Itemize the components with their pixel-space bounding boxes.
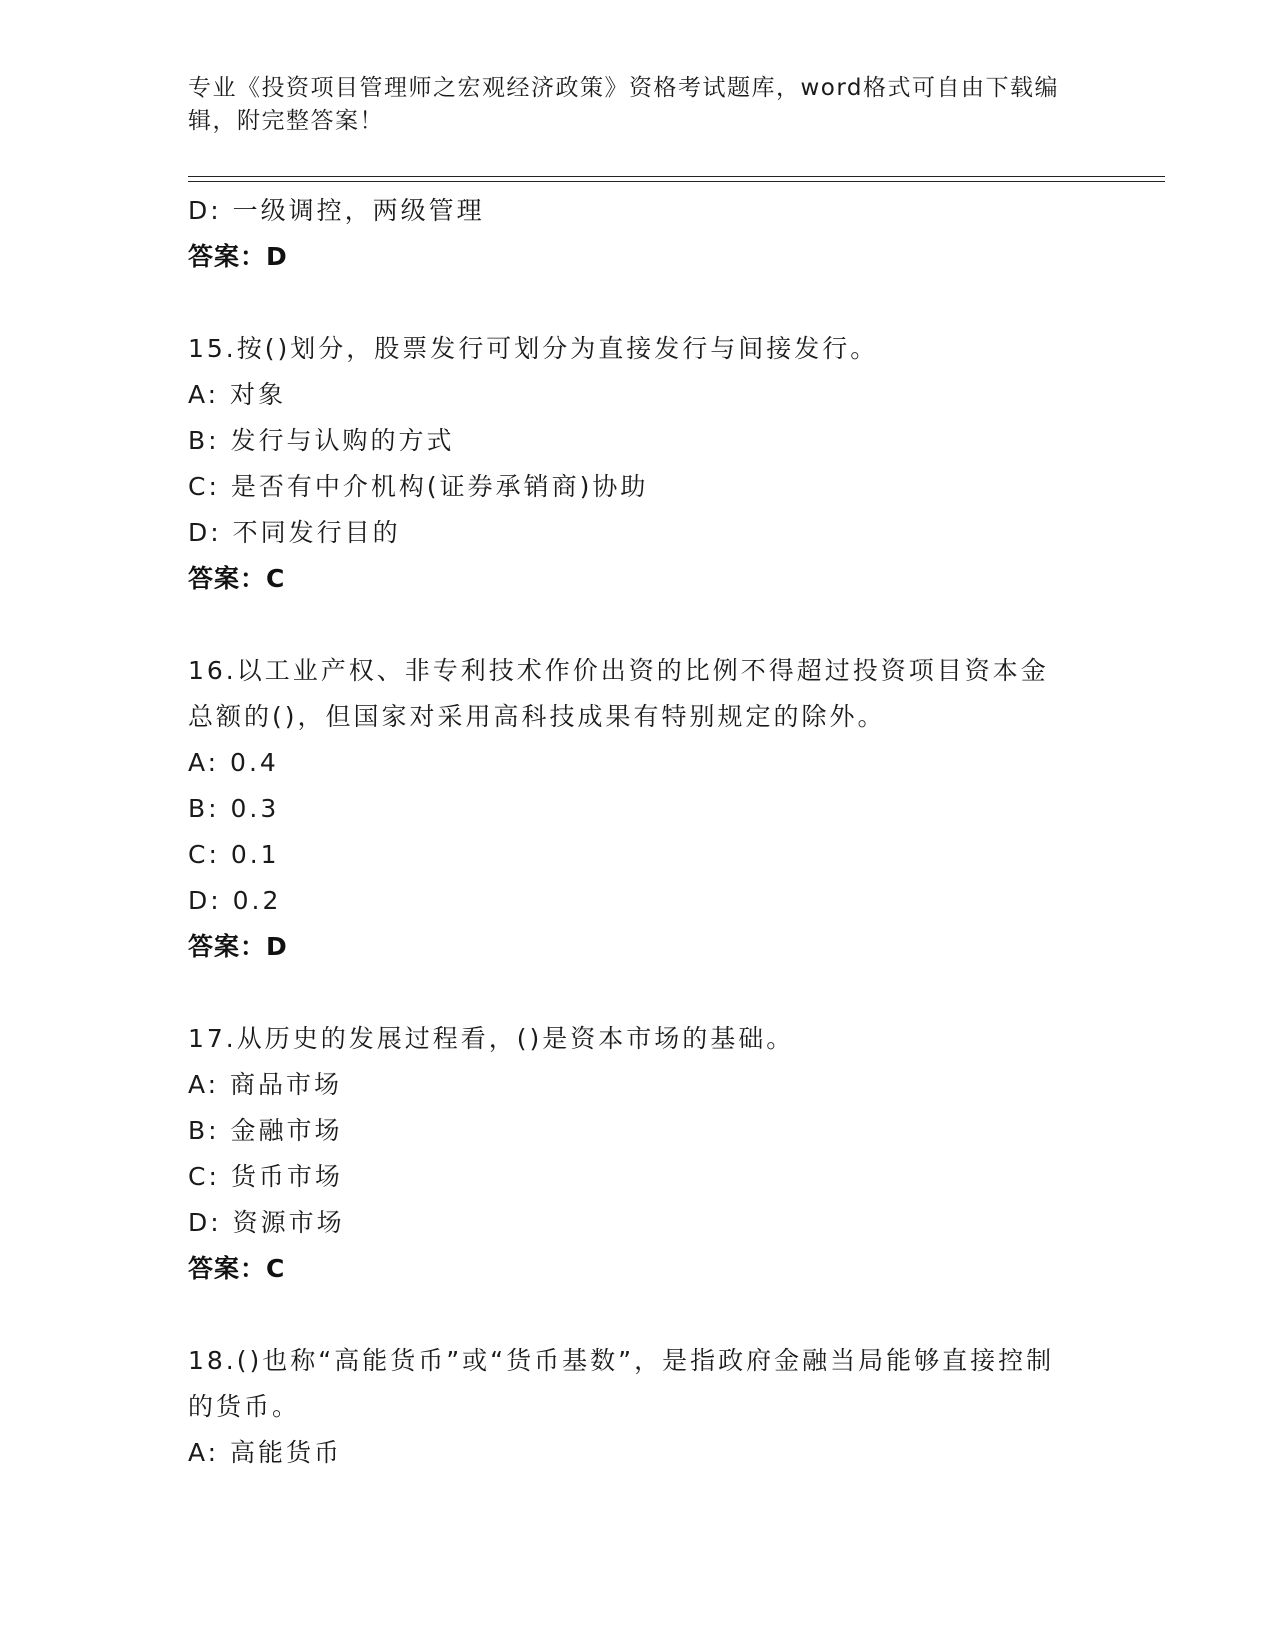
- answer-line: 答案：D: [188, 932, 288, 961]
- option-a: A: 0.4: [188, 748, 279, 777]
- answer-line: 答案：C: [188, 564, 286, 593]
- option-a: A: 商品市场: [188, 1070, 343, 1099]
- question-block: [188, 1016, 1088, 1292]
- option-c: C: 是否有中介机构(证券承销商)协助: [188, 472, 649, 501]
- question-stem: 16.以工业产权、非专利技术作价出资的比例不得超过投资项目资本金总额的()，但国家对采用高科技成果有特别规定的除外。: [188, 656, 1049, 731]
- answer-line: 答案：C: [188, 1254, 286, 1283]
- question-block: [188, 326, 1088, 602]
- option-d: D: 0.2: [188, 886, 282, 915]
- answer-line: 答案：D: [188, 242, 288, 271]
- option-b: B: 0.3: [188, 794, 280, 823]
- question-stem: 17.从历史的发展过程看，()是资本市场的基础。: [188, 1024, 795, 1053]
- option-a: A: 高能货币: [188, 1438, 343, 1467]
- header-divider-top: [188, 176, 1165, 177]
- option-a: A: 对象: [188, 380, 287, 409]
- header-divider-bottom: [188, 181, 1165, 182]
- option-c: C: 0.1: [188, 840, 280, 869]
- option-b: B: 金融市场: [188, 1116, 343, 1145]
- question-block: [188, 1338, 1088, 1476]
- question-stem: 15.按()划分，股票发行可划分为直接发行与间接发行。: [188, 334, 879, 363]
- option-b: B: 发行与认购的方式: [188, 426, 455, 455]
- question-block: [188, 648, 1088, 970]
- option-c: C: 货币市场: [188, 1162, 343, 1191]
- document-header: 专业《投资项目管理师之宏观经济政策》资格考试题库，word格式可自由下载编辑，附完整答案！: [188, 75, 1060, 134]
- option-d: D: 一级调控，两级管理: [188, 196, 485, 225]
- question-list: [188, 188, 1088, 1476]
- question-stem: 18.()也称“高能货币”或“货币基数”，是指政府金融当局能够直接控制的货币。: [188, 1346, 1055, 1421]
- option-d: D: 资源市场: [188, 1208, 345, 1237]
- option-d: D: 不同发行目的: [188, 518, 401, 547]
